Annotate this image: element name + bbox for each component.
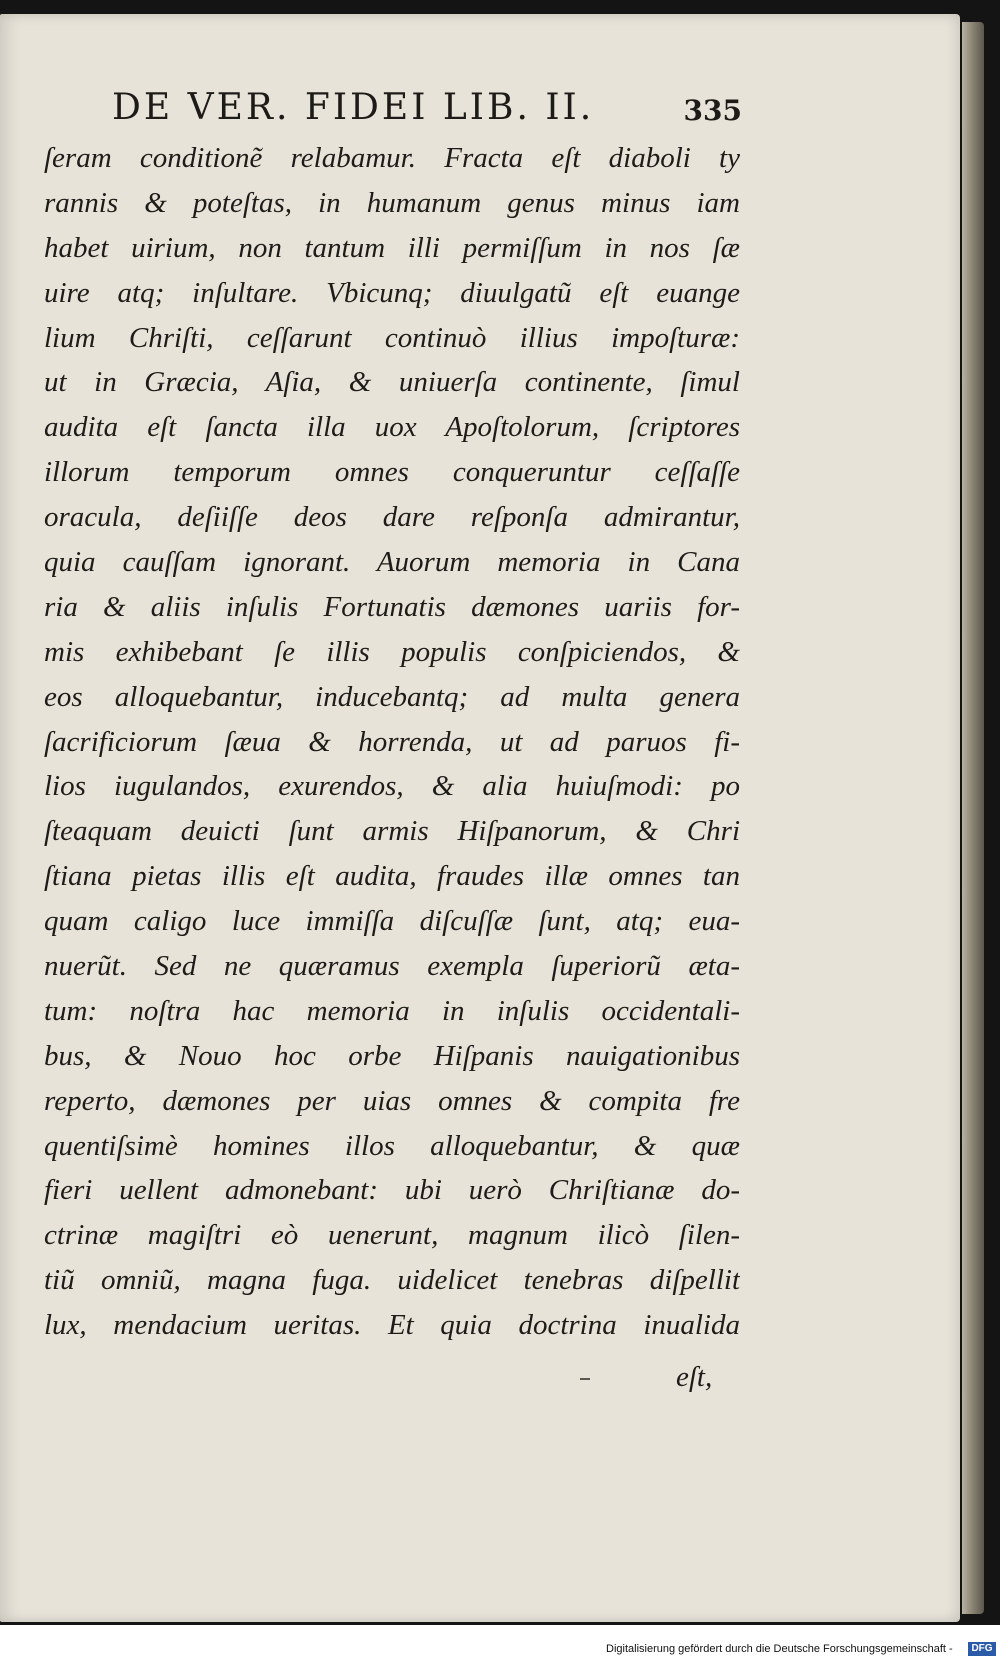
- running-title: DE VER. FIDEI LIB. II.: [112, 87, 595, 128]
- text-line: uire atq; inſultare. Vbicunq; diuulgatũ eſt euange: [44, 276, 740, 309]
- text-line: mis exhibebant ſe illis populis conſpiciendos, &: [44, 635, 740, 668]
- text-line: habet uirium, non tantum illi permiſſum in nos ſæ: [44, 231, 740, 264]
- text-line: tum: noſtra hac memoria in inſulis occidentali-: [44, 994, 740, 1027]
- text-line: rannis & poteſtas, in humanum genus minus iam: [44, 186, 740, 219]
- text-line: illorum temporum omnes conqueruntur ceſſaſſe: [44, 456, 740, 489]
- text-line: ſacrificiorum ſæua & horrenda, ut ad paruos fi-: [44, 725, 740, 758]
- catchword: eſt,: [676, 1361, 713, 1393]
- text-line: ut in Græcia, Aſia, & uniuerſa continente, ſimul: [44, 366, 740, 399]
- page-number: 335: [683, 94, 742, 127]
- text-line: reperto, dæmones per uias omnes & compita fre: [44, 1084, 740, 1117]
- text-line: bus, & Nouo hoc orbe Hiſpanis nauigationibus: [44, 1039, 740, 1072]
- text-line: tiũ omniũ, magna fuga. uidelicet tenebras diſpellit: [44, 1264, 740, 1297]
- text-line: ria & aliis inſulis Fortunatis dæmones uariis for-: [44, 590, 740, 623]
- text-line: nuerũt. Sed ne quæramus exempla ſuperiorũ æta-: [44, 950, 740, 983]
- text-line: audita eſt ſancta illa uox Apoſtolorum, ſcriptores: [44, 411, 740, 444]
- text-line: ſtiana pietas illis eſt audita, fraudes illæ omnes tan: [44, 860, 740, 893]
- page-edge: [962, 22, 984, 1614]
- text-line: quentiſsimè homines illos alloquebantur, & quæ: [44, 1129, 740, 1162]
- text-line: quam caligo luce immiſſa diſcuſſæ ſunt, atq; eua-: [44, 905, 740, 938]
- text-line: ctrinæ magiſtri eò uenerunt, magnum ilicò ſilen-: [44, 1219, 740, 1252]
- ink-mark: [580, 1378, 590, 1380]
- text-line: quia cauſſam ignorant. Auorum memoria in Cana: [44, 546, 740, 579]
- text-line: lios iugulandos, exurendos, & alia huiuſmodi: po: [44, 770, 740, 803]
- body-text: [44, 136, 740, 1348]
- dfg-logo: DFG: [968, 1642, 996, 1656]
- digitization-credit: Digitalisierung gefördert durch die Deutsche Forschungsgemeinschaft -: [606, 1643, 953, 1655]
- running-head: [112, 88, 742, 128]
- text-line: lium Chriſti, ceſſarunt continuò illius impoſturæ:: [44, 321, 740, 354]
- text-line: fieri uellent admonebant: ubi uerò Chriſtianæ do-: [44, 1174, 740, 1207]
- text-line: lux, mendacium ueritas. Et quia doctrina inualida: [44, 1309, 740, 1342]
- text-line: eos alloquebantur, inducebantq; ad multa genera: [44, 680, 740, 713]
- text-line: oracula, deſiiſſe deos dare reſponſa admirantur,: [44, 501, 740, 534]
- text-line: ſteaquam deuicti ſunt armis Hiſpanorum, & Chri: [44, 815, 740, 848]
- text-line: ſeram conditionẽ relabamur. Fracta eſt diaboli ty: [44, 142, 740, 174]
